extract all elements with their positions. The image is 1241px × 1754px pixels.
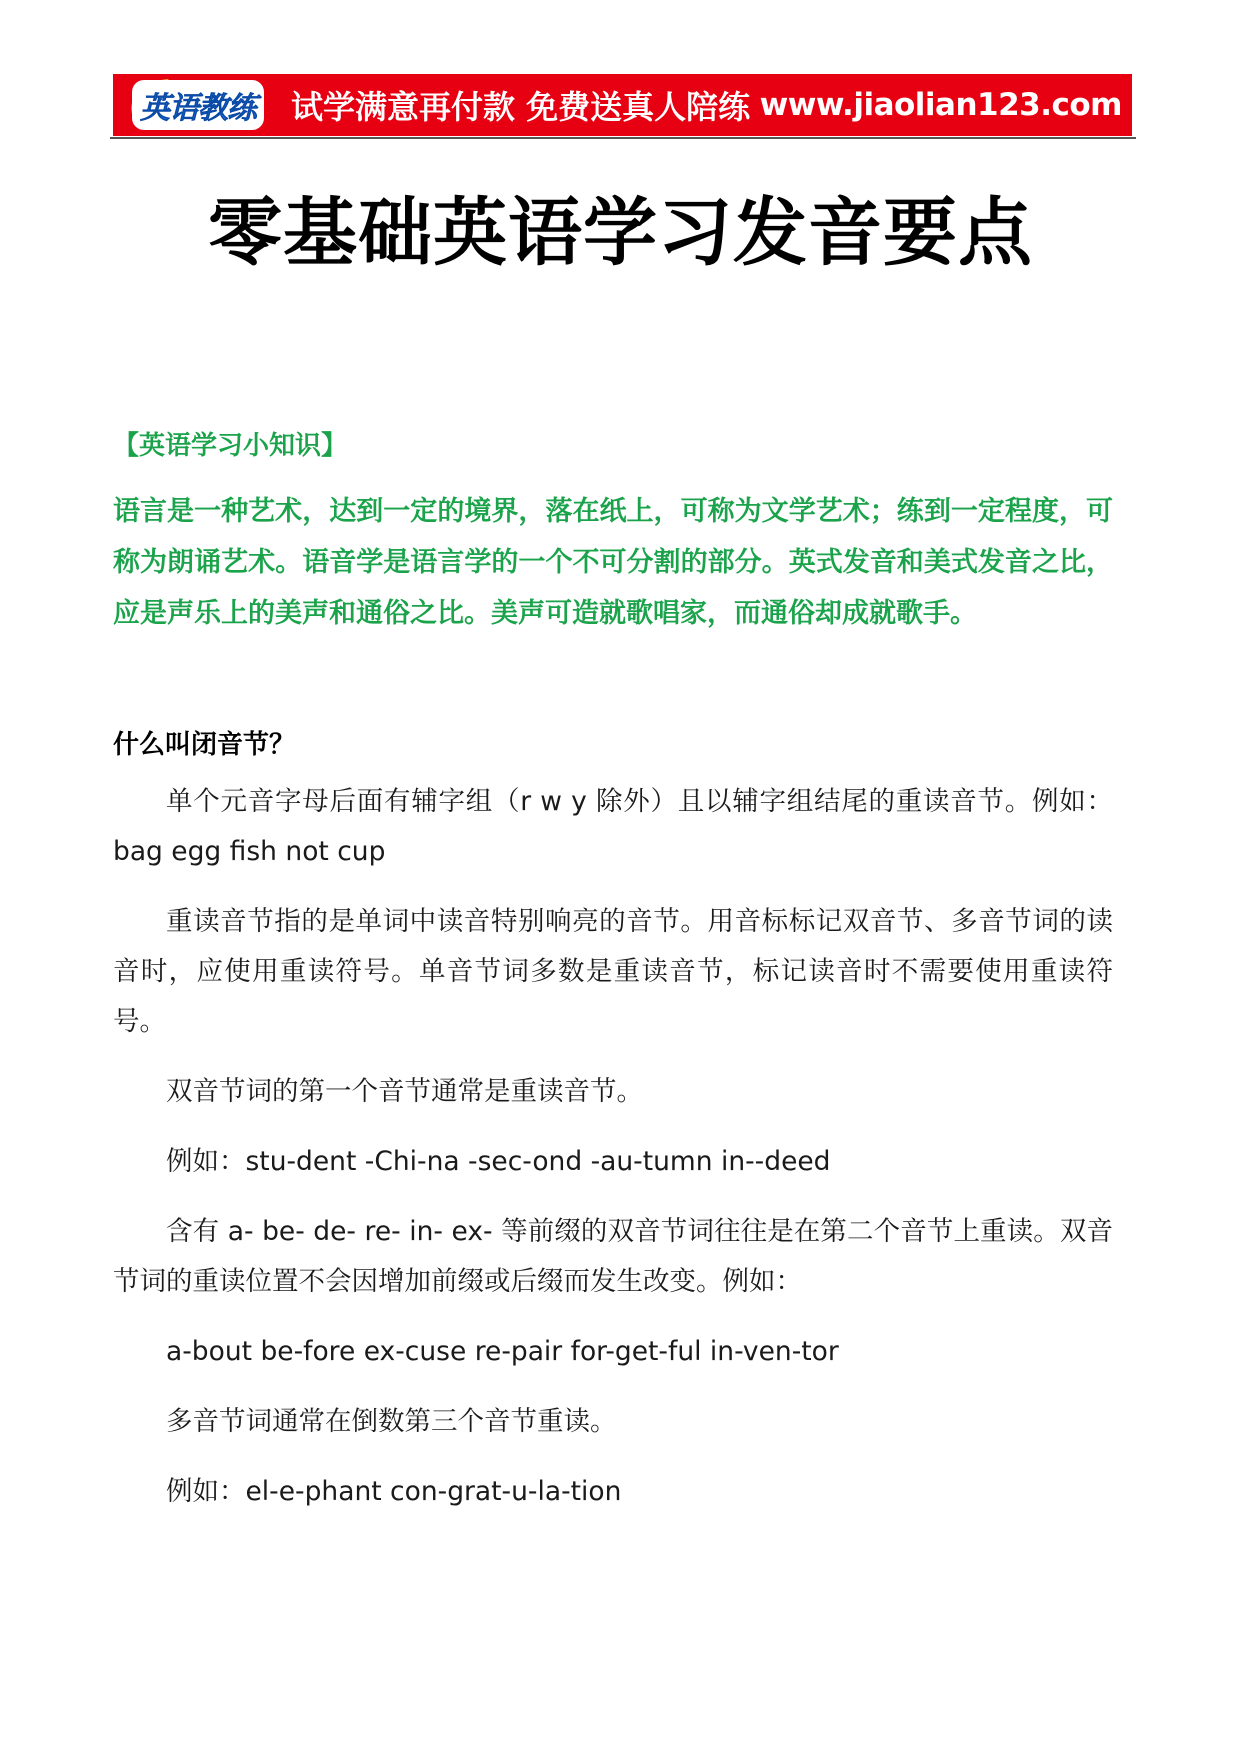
header-divider	[110, 137, 1136, 139]
header-banner	[113, 74, 1132, 136]
body-paragraph: 单个元音字母后面有辅字组（r w y 除外）且以辅字组结尾的重读音节。例如：bag egg fish not cup	[113, 786, 1113, 867]
body-paragraph: 重读音节指的是单词中读音特别响亮的音节。用音标标记双音节、多音节词的读音时，应使用重读符号。单音节词多数是重读音节，标记读音时不需要使用重读符号。	[113, 906, 1113, 1037]
logo-text: 英语教练	[134, 82, 262, 128]
section-heading: 什么叫闭音节？	[113, 730, 296, 760]
banner-slogan: 试学满意再付款 免费送真人陪练	[291, 88, 751, 126]
banner-url-link[interactable]: www.jiaolian123.com	[759, 87, 1122, 123]
document-title: 零基础英语学习发音要点	[208, 190, 1033, 276]
body-paragraph: 含有 a- be- de- re- in- ex- 等前缀的双音节词往往是在第二个音节上重读。双音节词的重读位置不会因增加前缀或后缀而发生改变。例如：	[113, 1216, 1113, 1297]
body-paragraph: 双音节词的第一个音节通常是重读音节。	[166, 1076, 643, 1107]
tip-heading: 【英语学习小知识】	[113, 431, 348, 461]
document-body	[113, 428, 1113, 1517]
example-line: 例如：el-e-phant con-grat-u-la-tion	[166, 1476, 622, 1507]
body-paragraph: 多音节词通常在倒数第三个音节重读。	[166, 1406, 617, 1437]
brand-logo[interactable]	[125, 80, 271, 130]
example-line: a-bout be-fore ex-cuse re-pair for-get-ful in-ven-tor	[166, 1336, 839, 1367]
tip-paragraph: 语言是一种艺术，达到一定的境界，落在纸上，可称为文学艺术；练到一定程度，可称为朗诵艺术。语音学是语言学的一个不可分割的部分。英式发音和美式发音之比，应是声乐上的美声和通俗之比。美声可造就歌唱家，而通俗却成就歌手。	[113, 496, 1113, 629]
example-line: 例如：stu-dent -Chi-na -sec-ond -au-tumn in--deed	[166, 1146, 831, 1177]
